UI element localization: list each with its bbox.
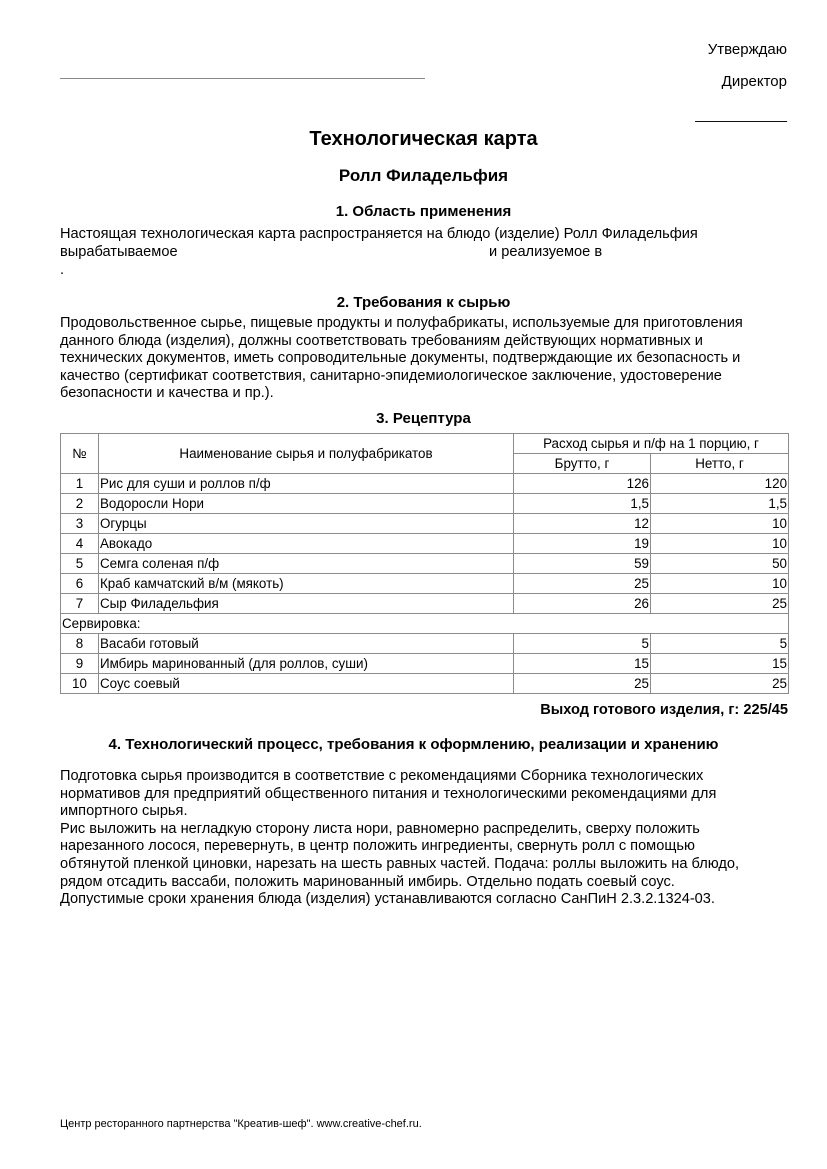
header-net: Нетто, г <box>651 454 789 474</box>
row-net: 25 <box>651 674 789 694</box>
table-row <box>61 554 789 574</box>
table-row <box>61 674 789 694</box>
header-consumption: Расход сырья и п/ф на 1 порцию, г <box>514 434 789 454</box>
approval-signature-line: ___________ <box>695 106 787 123</box>
row-gross: 126 <box>514 474 651 494</box>
row-gross: 26 <box>514 594 651 614</box>
table-row <box>61 494 789 514</box>
section4-text <box>60 768 760 909</box>
table-header-row <box>61 434 789 454</box>
header-name: Наименование сырья и полуфабрикатов <box>99 434 514 474</box>
serving-group <box>61 614 789 634</box>
row-number: 7 <box>61 594 99 614</box>
row-name: Васаби готовый <box>99 634 514 654</box>
header-number: № <box>61 434 99 474</box>
row-gross: 25 <box>514 574 651 594</box>
serving-label-row <box>61 614 789 634</box>
row-number: 10 <box>61 674 99 694</box>
approval-block <box>695 34 787 131</box>
row-net: 5 <box>651 634 789 654</box>
serving-label: Сервировка: <box>61 614 789 634</box>
section2-heading: 2. Требования к сырью <box>336 294 511 311</box>
row-net: 10 <box>651 514 789 534</box>
section4-heading: 4. Технологический процесс, требования к оформлению, реализации и хранению <box>108 736 719 753</box>
row-number: 5 <box>61 554 99 574</box>
approval-label: Утверждаю <box>707 41 787 58</box>
table-row <box>61 634 789 654</box>
table-row <box>61 514 789 534</box>
row-net: 1,5 <box>651 494 789 514</box>
row-number: 9 <box>61 654 99 674</box>
section4-para1: Подготовка сырья производится в соответствие с рекомендациями Сборника технологических нормативов для предприятий общественного питания и технологическими рекомендациями для импортного сырья. <box>60 768 717 820</box>
row-gross: 12 <box>514 514 651 534</box>
row-gross: 1,5 <box>514 494 651 514</box>
row-net: 25 <box>651 594 789 614</box>
table-row <box>61 654 789 674</box>
document-title: Технологическая карта <box>309 128 538 150</box>
row-name: Семга соленая п/ф <box>99 554 514 574</box>
section1-sold: и реализуемое в <box>489 243 603 260</box>
row-net: 10 <box>651 534 789 554</box>
row-name: Авокадо <box>99 534 514 554</box>
row-net: 120 <box>651 474 789 494</box>
row-gross: 19 <box>514 534 651 554</box>
section3-heading: 3. Рецептура <box>376 410 471 427</box>
row-gross: 25 <box>514 674 651 694</box>
section1-produced: вырабатываемое <box>60 243 178 260</box>
row-number: 8 <box>61 634 99 654</box>
serving-body <box>61 634 789 694</box>
row-net: 10 <box>651 574 789 594</box>
organization-line <box>60 78 425 79</box>
dish-name: Ролл Филадельфия <box>338 166 509 185</box>
row-name: Соус соевый <box>99 674 514 694</box>
section2-text: Продовольственное сырье, пищевые продукты и полуфабрикаты, используемые для приготовления данного блюда (изделия), должны соответствовать требованиям действующих нормативных и технических документов, иметь сопроводительные документы, подтверждающие их безопасность и качество (сертификат соответствия, санитарно-эпидемиологическое заключение, удостоверение безопасности и качества и пр.). <box>60 315 743 402</box>
row-name: Рис для суши и роллов п/ф <box>99 474 514 494</box>
yield-total: Выход готового изделия, г: 225/45 <box>540 702 788 718</box>
row-name: Водоросли Нори <box>99 494 514 514</box>
row-number: 6 <box>61 574 99 594</box>
row-gross: 59 <box>514 554 651 574</box>
section1-text <box>60 226 800 280</box>
section1-heading: 1. Область применения <box>335 203 512 220</box>
row-name: Огурцы <box>99 514 514 534</box>
ingredients-body <box>61 474 789 614</box>
approval-position: Директор <box>721 73 787 90</box>
row-number: 1 <box>61 474 99 494</box>
row-gross: 5 <box>514 634 651 654</box>
section4-para2: Рис выложить на негладкую сторону листа нори, равномерно распределить, сверху положить нарезанного лосося, перевернуть, в центр положить ингредиенты, свернуть ролл с помощью обтянутой пленкой циновки, нарезать на шесть равных частей. Подача: роллы выложить на блюдо, рядом отсадить вассаби, положить маринованный имбирь. Отдельно подать соевый соус. <box>60 820 740 890</box>
table-row <box>61 574 789 594</box>
row-net: 50 <box>651 554 789 574</box>
table-row <box>61 594 789 614</box>
header-gross: Брутто, г <box>514 454 651 474</box>
row-number: 4 <box>61 534 99 554</box>
section4-para3: Допустимые сроки хранения блюда (изделия) устанавливаются согласно СанПиН 2.3.2.1324-03. <box>60 891 715 908</box>
table-row <box>61 534 789 554</box>
row-number: 2 <box>61 494 99 514</box>
row-gross: 15 <box>514 654 651 674</box>
table-row <box>61 474 789 494</box>
row-name: Имбирь маринованный (для роллов, суши) <box>99 654 514 674</box>
row-name: Сыр Филадельфия <box>99 594 514 614</box>
row-name: Краб камчатский в/м (мякоть) <box>99 574 514 594</box>
row-number: 3 <box>61 514 99 534</box>
section1-line3: . <box>60 262 65 279</box>
section1-line1: Настоящая технологическая карта распространяется на блюдо (изделие) Ролл Филадельфия <box>60 226 698 242</box>
row-net: 15 <box>651 654 789 674</box>
footer-credit: Центр ресторанного партнерства "Креатив-шеф". www.creative-chef.ru. <box>60 1118 422 1130</box>
recipe-table <box>60 433 789 694</box>
